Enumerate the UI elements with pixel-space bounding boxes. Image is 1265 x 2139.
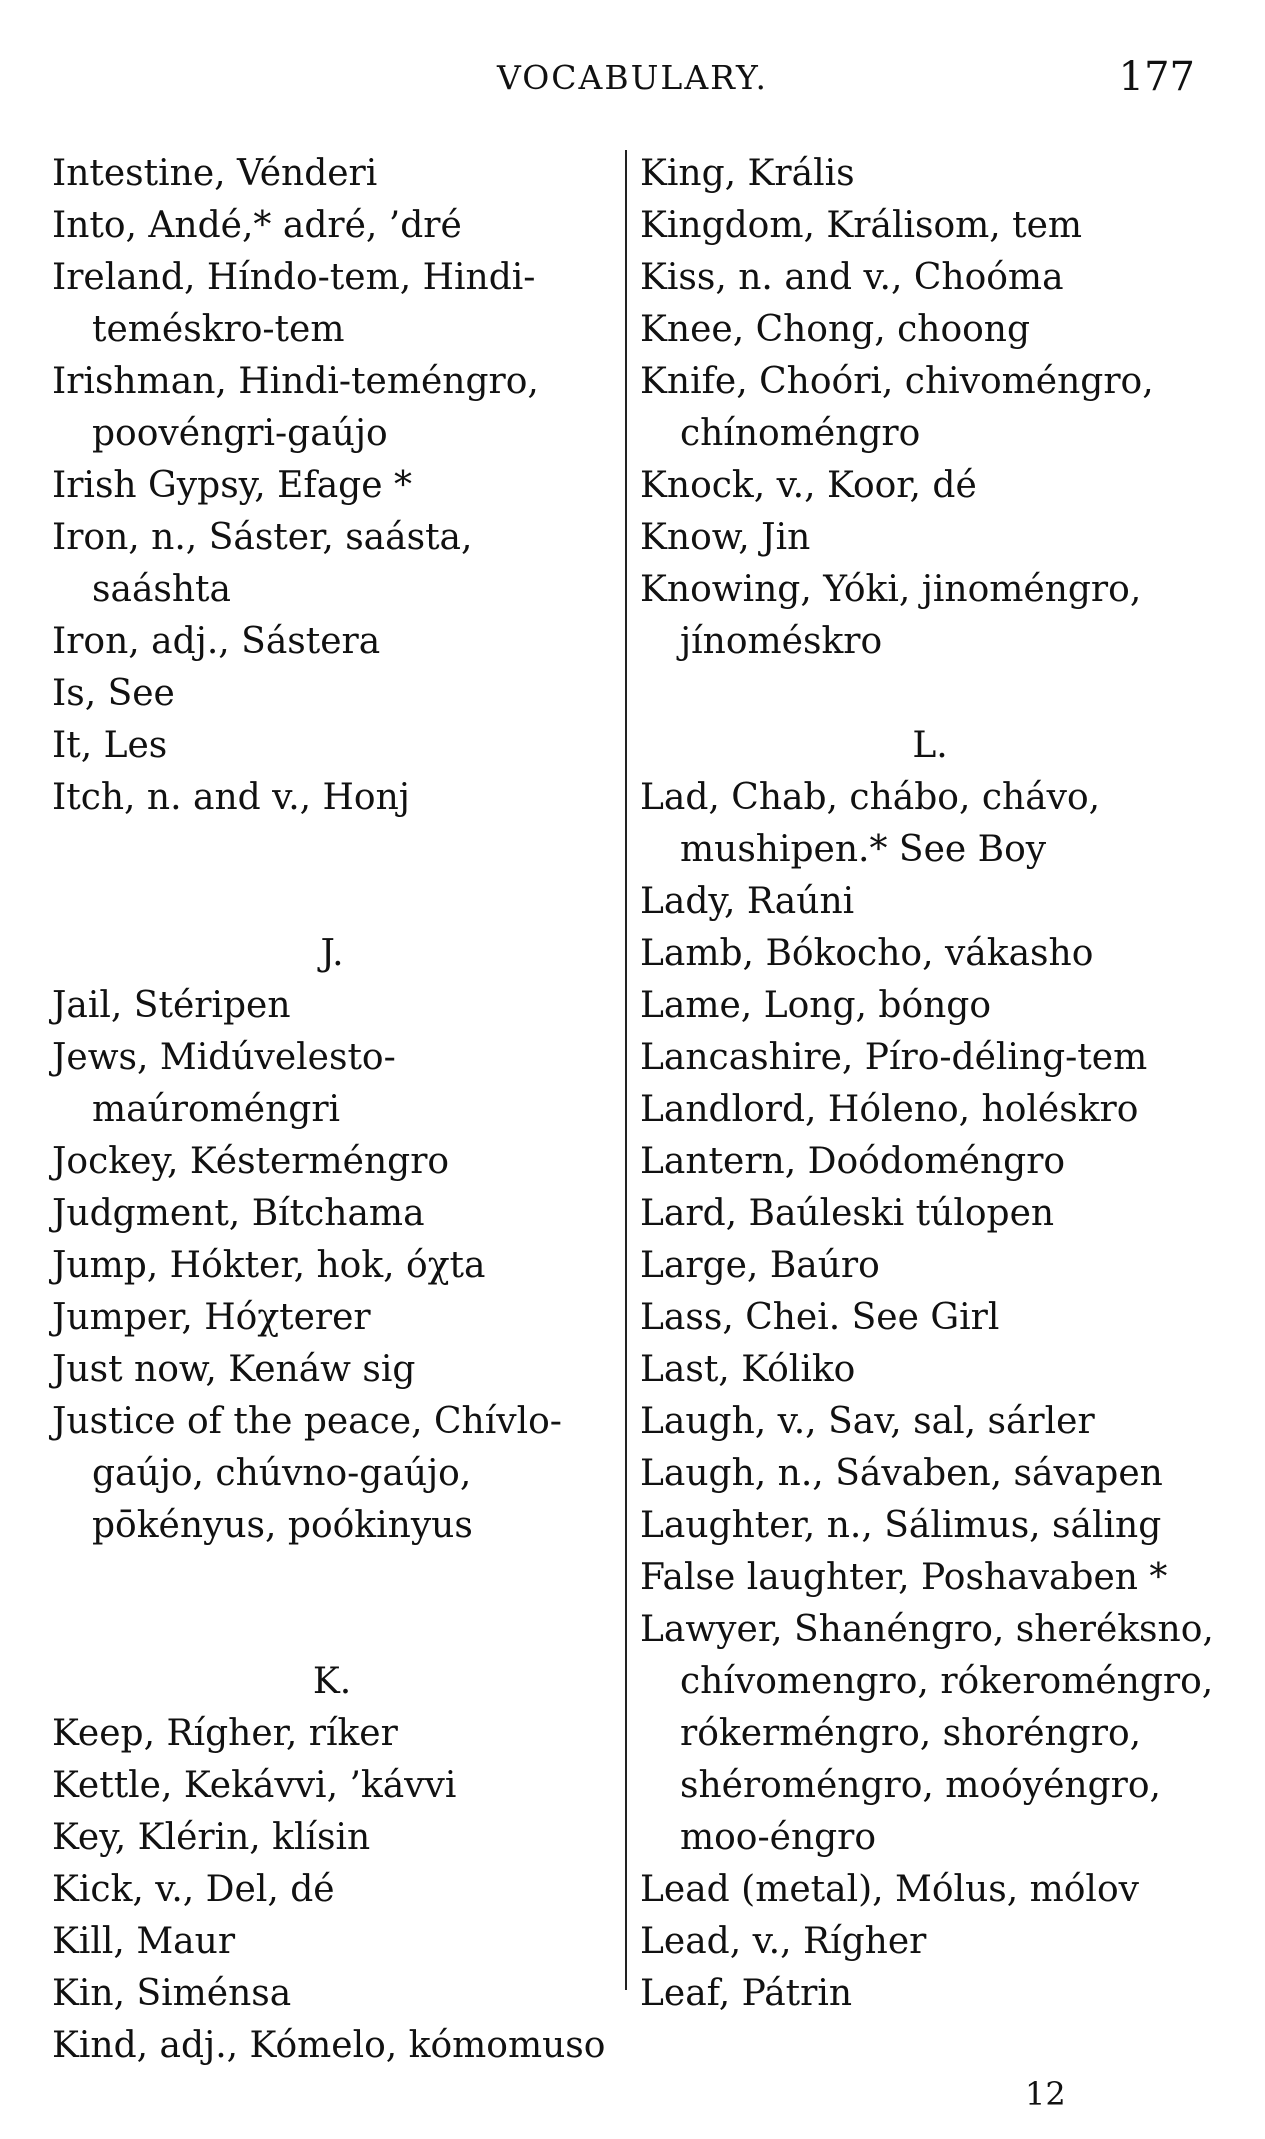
entry: Kiss, n. and v., Choóma	[640, 257, 1064, 298]
entry: Is, See	[52, 673, 175, 714]
entry: Jews, Midúvelesto-maúroméngri	[52, 1037, 396, 1130]
entry: Large, Baúro	[640, 1245, 880, 1286]
entry: Knowing, Yóki, jinoméngro, jínoméskro	[640, 569, 1142, 662]
entry: Jump, Hókter, hok, óχta	[52, 1245, 486, 1286]
entry: Key, Klérin, klísin	[52, 1817, 371, 1858]
entry: Kill, Maur	[52, 1921, 236, 1962]
entry: Lead (metal), Mólus, mólov	[640, 1869, 1139, 1910]
entry: False laughter, Poshavaben *	[640, 1557, 1168, 1598]
entry: Knife, Choóri, chivoméngro, chínoméngro	[640, 361, 1154, 454]
entry: Jumper, Hóχterer	[52, 1297, 371, 1338]
entry: Itch, n. and v., Honj	[52, 777, 410, 818]
entry: Lad, Chab, chábo, chávo, mushipen.* See Boy	[640, 777, 1101, 870]
page-header	[0, 48, 1265, 108]
entry: Into, Andé,* adré, ’dré	[52, 205, 462, 246]
entry: Jail, Stéripen	[52, 985, 291, 1026]
entry: Laugh, n., Sávaben, sávapen	[640, 1453, 1163, 1494]
entry: Lass, Chei. See Girl	[640, 1297, 1000, 1338]
entry: It, Les	[52, 725, 168, 766]
entry: Kick, v., Del, dé	[52, 1869, 335, 1910]
entry: Lantern, Doódoméngro	[640, 1141, 1066, 1182]
entry: Lawyer, Shanéngro, sheréksno, chívomengro, rókeroméngro, rókerméngro, shoréngro, shéroméngro, moóyéngro, moo-éngro	[640, 1609, 1214, 1858]
entry: Knock, v., Koor, dé	[640, 465, 977, 506]
right-column	[640, 148, 1220, 2020]
entry: Iron, adj., Sástera	[52, 621, 381, 662]
entry: Lady, Raúni	[640, 881, 855, 922]
section-gap	[52, 1552, 612, 1656]
entry: Kind, adj., Kómelo, kómomuso	[52, 2025, 606, 2066]
entry: Lead, v., Rígher	[640, 1921, 927, 1962]
section-heading-j: J.	[320, 933, 344, 974]
entry: Irishman, Hindi-teméngro, poovéngri-gaújo	[52, 361, 539, 454]
section-heading-k: K.	[312, 1661, 352, 1702]
entry: Laughter, n., Sálimus, sáling	[640, 1505, 1162, 1546]
entry: Lamb, Bókocho, vákasho	[640, 933, 1094, 974]
entry: Kingdom, Králisom, tem	[640, 205, 1083, 246]
entry: Kettle, Kekávvi, ’kávvi	[52, 1765, 457, 1806]
entry: Justice of the peace, Chívlo-gaújo, chúvno-gaújo, pōkényus, poókinyus	[52, 1401, 562, 1546]
entry: Landlord, Hóleno, holéskro	[640, 1089, 1139, 1130]
entry: Just now, Kenáw sig	[52, 1349, 416, 1390]
entry: Leaf, Pátrin	[640, 1973, 853, 2014]
entry: Kin, Siménsa	[52, 1973, 292, 2014]
entry: Intestine, Vénderi	[52, 153, 378, 194]
page-number: 177	[1118, 54, 1195, 100]
entry: Judgment, Bítchama	[52, 1193, 425, 1234]
entry: Ireland, Híndo-tem, Hindi-teméskro-tem	[52, 257, 536, 350]
entry: Jockey, Késterméngro	[52, 1141, 450, 1182]
entry: Iron, n., Sáster, saásta, saáshta	[52, 517, 473, 610]
entry: Knee, Chong, choong	[640, 309, 1031, 350]
entry: Keep, Rígher, ríker	[52, 1713, 398, 1754]
entry: Know, Jin	[640, 517, 811, 558]
entry: Lancashire, Píro-déling-tem	[640, 1037, 1148, 1078]
column-divider	[625, 150, 627, 1990]
section-gap	[640, 668, 1220, 720]
entry: Lard, Baúleski túlopen	[640, 1193, 1055, 1234]
entry: Lame, Long, bóngo	[640, 985, 992, 1026]
running-title: VOCABULARY.	[496, 58, 769, 97]
entry: King, Krális	[640, 153, 855, 194]
left-column	[52, 148, 612, 2072]
entry: Laugh, v., Sav, sal, sárler	[640, 1401, 1095, 1442]
section-gap	[52, 824, 612, 928]
section-heading-l: L.	[912, 725, 948, 766]
signature-mark: 12	[1025, 2075, 1066, 2113]
entry: Last, Kóliko	[640, 1349, 856, 1390]
entry: Irish Gypsy, Efage *	[52, 465, 412, 506]
